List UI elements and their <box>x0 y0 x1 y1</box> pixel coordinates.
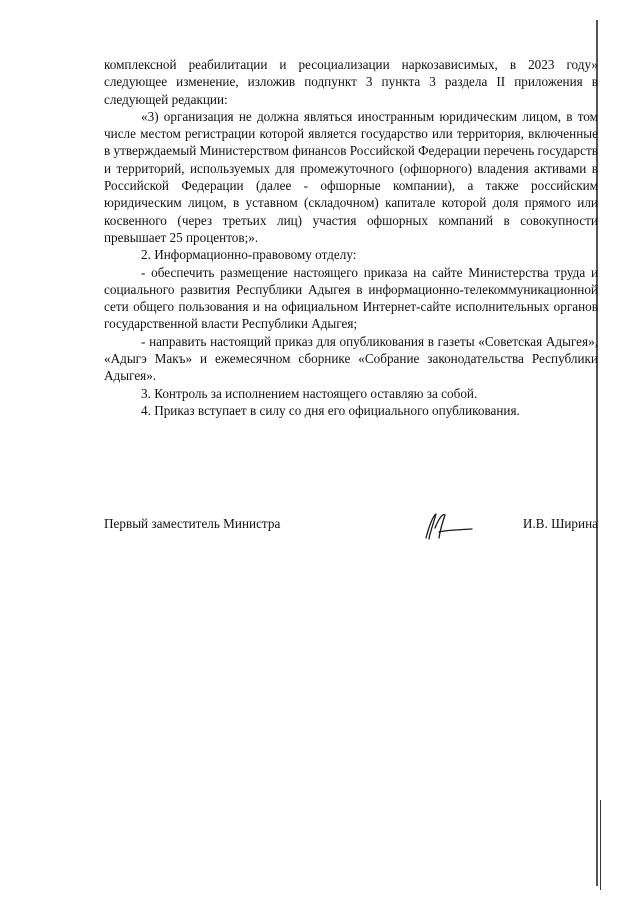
paragraph-item-4: 4. Приказ вступает в силу со дня его официального опубликования. <box>141 402 520 418</box>
signature-block <box>104 508 598 548</box>
signatory-title: Первый заместитель Министра <box>104 516 281 531</box>
signatory-name: И.В. Ширина <box>522 516 598 531</box>
paragraph-intro: комплексной реабилитации и ресоциализации наркозависимых, в 2023 году» следующее изменение, изложив подпункт 3 пункта 3 раздела II приложения в следующей редакции: <box>104 57 598 107</box>
paragraph-item-2-publish-site: - обеспечить размещение настоящего приказа на сайте Министерства труда и социального развития Республики Адыгея в информационно-телекоммуникационной сети общего пользования и на официальном Интернет-сайте исполнительных органов государственной власти Республики Адыгея; <box>104 264 598 332</box>
paragraph-subpoint-3: «3) организация не должна являться иностранным юридическим лицом, в том числе местом регистрации которой является государство или территория, включенные в утверждаемый Министерством финансов Российской Федерации перечень государств и территорий, используемых для промежуточного (офшорного) владения активами в Российской Федерации (далее - офшорные компании), а также российским юридическим лицом, в уставном (складочном) капитале которой доля прямого или косвенного (через третьих лиц) участия офшорных компаний в совокупности превышает 25 процентов;». <box>104 108 598 245</box>
scan-edge-line-bottom <box>600 800 601 890</box>
paragraph-item-2-publish-press: - направить настоящий приказ для опубликования в газеты «Советская Адыгея», «Адыгэ Макъ» и ежемесячном сборнике «Собрание законодательства Республики Адыгея». <box>104 333 598 384</box>
handwritten-signature <box>420 508 476 544</box>
paragraph-item-2: 2. Информационно-правовому отделу: <box>141 247 357 263</box>
paragraph-item-3: 3. Контроль за исполнением настоящего оставляю за собой. <box>141 385 478 401</box>
document-body <box>104 56 598 419</box>
